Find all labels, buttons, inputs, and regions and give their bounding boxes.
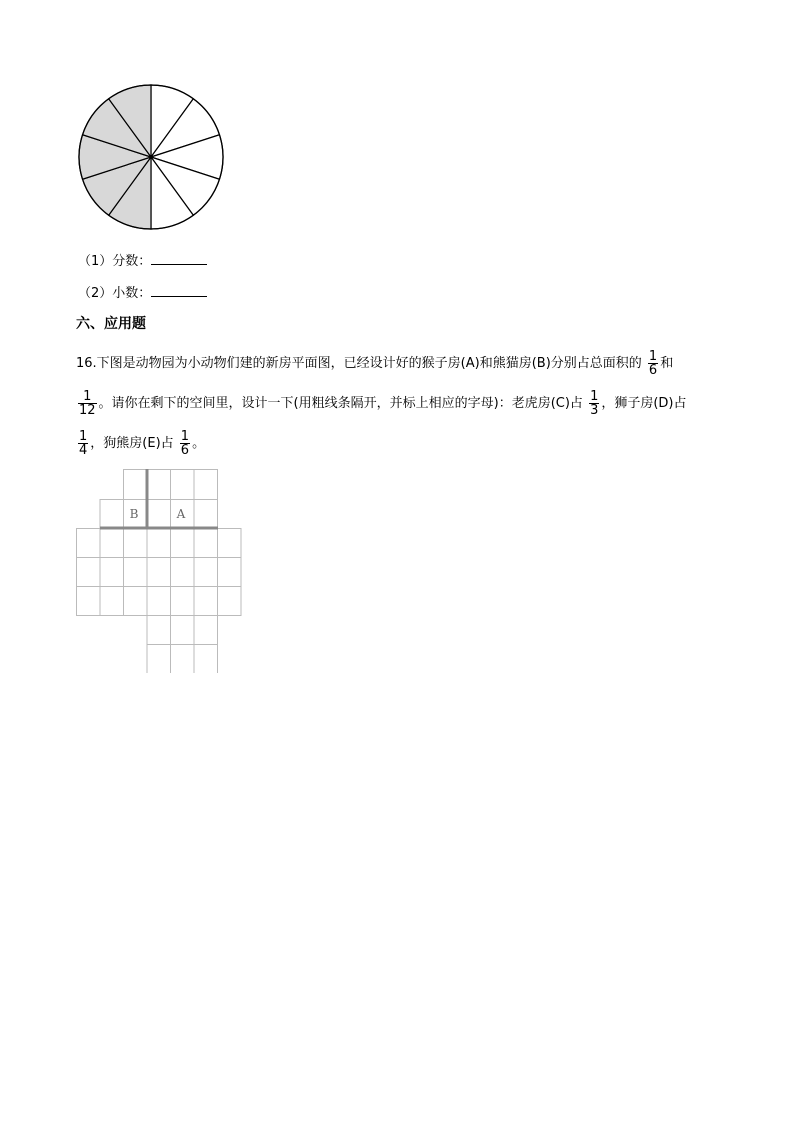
fraction-one-third — [589, 390, 599, 417]
grid-cell[interactable] — [147, 500, 171, 529]
question-1 — [78, 250, 207, 269]
question-1-label: （1）分数： — [78, 254, 152, 269]
grid-cell[interactable] — [124, 470, 148, 500]
grid-cell[interactable] — [77, 529, 101, 558]
grid-cell[interactable] — [124, 558, 148, 587]
grid-cell[interactable] — [147, 616, 171, 645]
fraction-numerator: 1 — [180, 429, 190, 444]
answer-blank-1[interactable] — [151, 252, 207, 265]
fraction-numerator: 1 — [590, 389, 599, 404]
question-2-label: （2）小数： — [78, 286, 152, 301]
fraction-circle — [76, 84, 228, 234]
grid-cell[interactable] — [171, 558, 195, 587]
grid-cell[interactable] — [100, 558, 124, 587]
grid-cell[interactable] — [147, 645, 171, 674]
grid-cell[interactable] — [100, 587, 124, 616]
grid-cell[interactable] — [194, 500, 218, 529]
answer-blank-2[interactable] — [151, 284, 207, 297]
grid-cell[interactable] — [171, 645, 195, 674]
floor-plan-grid[interactable] — [76, 469, 242, 673]
problem-text: ，狮子房(D)占 — [601, 396, 687, 411]
grid-cell[interactable] — [147, 470, 171, 500]
grid-cell[interactable] — [218, 587, 242, 616]
grid-cell[interactable] — [194, 616, 218, 645]
problem-16-line-3 — [76, 430, 205, 457]
fraction-denominator: 3 — [590, 403, 599, 418]
grid-cell[interactable] — [194, 645, 218, 674]
problem-text: 。 — [192, 436, 206, 451]
problem-text: 。请你在剩下的空间里，设计一下(用粗线条隔开，并标上相应的字母)：老虎房(C)占 — [98, 396, 583, 411]
grid-cell[interactable] — [218, 529, 242, 558]
grid-cell[interactable] — [147, 529, 171, 558]
grid-cell[interactable] — [171, 529, 195, 558]
grid-cell[interactable] — [77, 587, 101, 616]
grid-cell[interactable] — [100, 529, 124, 558]
problem-text: 16.下图是动物园为小动物们建的新房平面图，已经设计好的猴子房(A)和熊猫房(B)分别占总面积的 — [76, 356, 642, 371]
grid-cell[interactable] — [218, 558, 242, 587]
grid-cell[interactable] — [194, 587, 218, 616]
grid-cell[interactable] — [124, 529, 148, 558]
fraction-one-sixth — [648, 350, 658, 377]
section-heading: 六、应用题 — [76, 316, 146, 332]
problem-text: ，狗熊房(E)占 — [90, 436, 174, 451]
floor-plan-svg — [76, 469, 242, 673]
question-2 — [78, 282, 207, 301]
grid-cell[interactable] — [171, 616, 195, 645]
grid-cell[interactable] — [100, 500, 124, 529]
problem-text: 和 — [660, 356, 674, 371]
problem-16-line-2 — [76, 390, 687, 417]
fraction-numerator: 1 — [648, 349, 658, 364]
fraction-denominator: 12 — [79, 403, 96, 418]
fraction-one-twelfth — [78, 390, 97, 417]
fraction-one-fourth — [78, 430, 88, 457]
fraction-numerator: 1 — [79, 429, 88, 444]
grid-cell[interactable] — [124, 587, 148, 616]
grid-cell[interactable] — [171, 587, 195, 616]
fraction-denominator: 4 — [79, 443, 88, 458]
grid-cell[interactable] — [147, 587, 171, 616]
fraction-denominator: 6 — [648, 363, 658, 378]
grid-cell[interactable] — [77, 558, 101, 587]
grid-cell[interactable] — [171, 470, 195, 500]
room-label-a: A — [176, 507, 186, 521]
room-label-b: B — [129, 507, 139, 521]
grid-cell[interactable] — [194, 470, 218, 500]
grid-cell[interactable] — [147, 558, 171, 587]
fraction-numerator: 1 — [78, 390, 97, 404]
problem-16-line-1 — [76, 350, 673, 377]
fraction-denominator: 6 — [180, 443, 190, 458]
grid-cell[interactable] — [194, 558, 218, 587]
fraction-one-sixth-2 — [180, 430, 190, 457]
grid-cell[interactable] — [194, 529, 218, 558]
